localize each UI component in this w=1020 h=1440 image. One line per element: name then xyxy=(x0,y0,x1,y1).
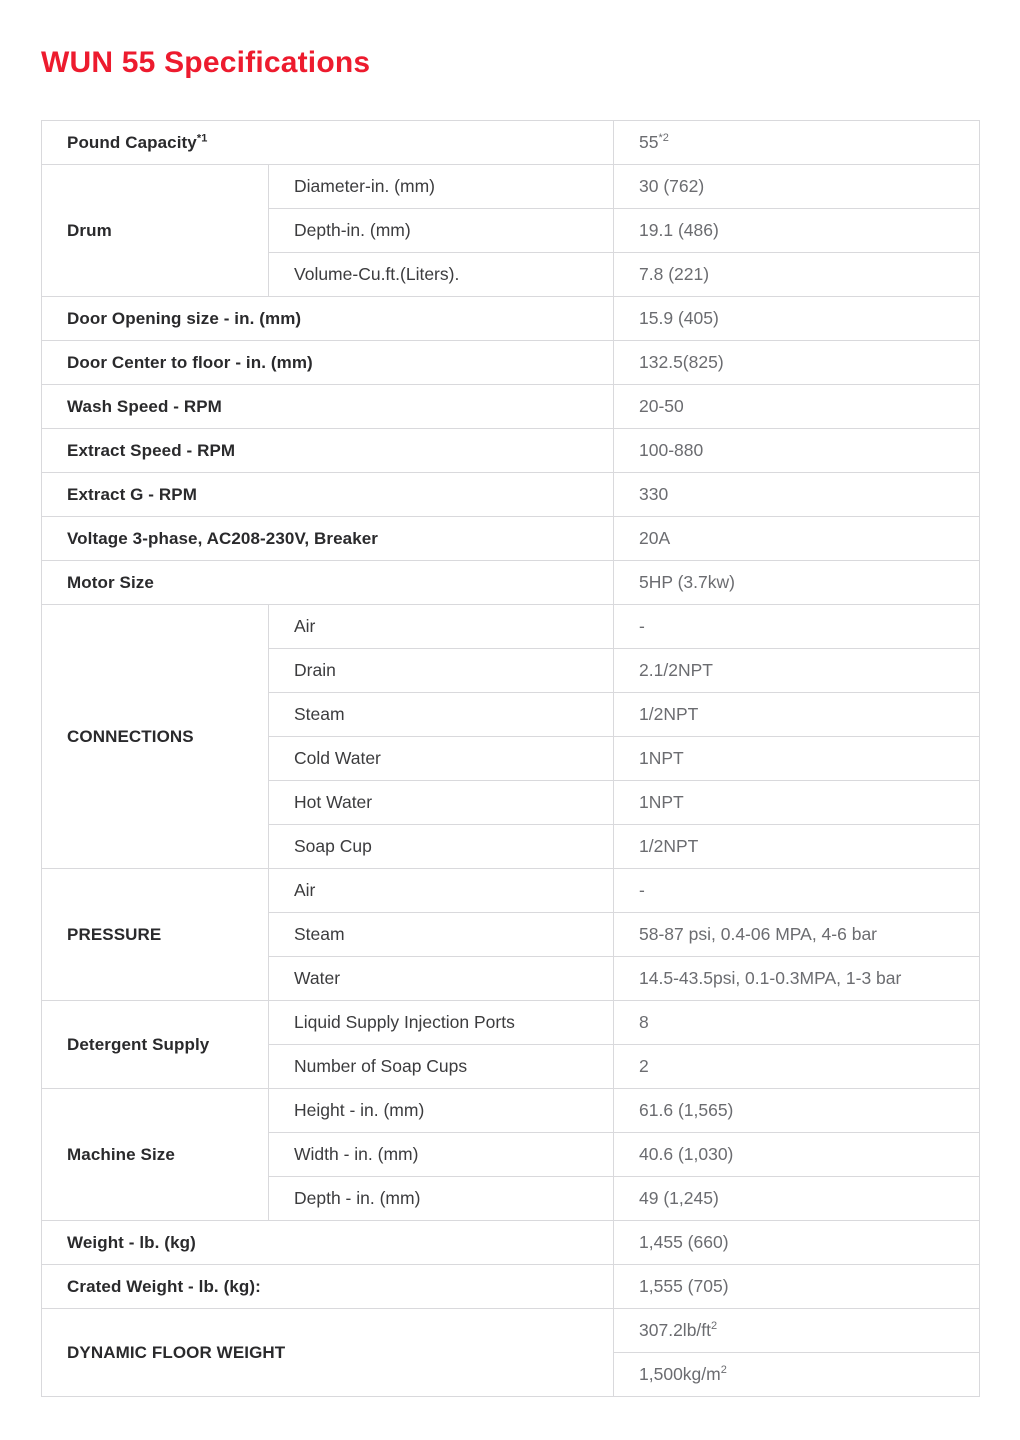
spec-sub-label: Steam xyxy=(269,693,614,737)
table-row xyxy=(42,473,980,517)
spec-value: 1NPT xyxy=(614,737,980,781)
spec-value: 1/2NPT xyxy=(614,825,980,869)
spec-label: Door Center to floor - in. (mm) xyxy=(42,341,614,385)
spec-value: 8 xyxy=(614,1001,980,1045)
spec-value: 15.9 (405) xyxy=(614,297,980,341)
page-title: WUN 55 Specifications xyxy=(41,46,371,79)
table-row xyxy=(42,385,980,429)
spec-value: 330 xyxy=(614,473,980,517)
spec-value: 1,555 (705) xyxy=(614,1265,980,1309)
spec-value xyxy=(614,1353,980,1397)
squared-superscript: 2 xyxy=(720,1364,727,1377)
spec-value: - xyxy=(614,605,980,649)
spec-value: 132.5(825) xyxy=(614,341,980,385)
spec-value xyxy=(614,1309,980,1353)
spec-label: Crated Weight - lb. (kg): xyxy=(42,1265,614,1309)
spec-value: 20-50 xyxy=(614,385,980,429)
spec-sub-label: Diameter-in. (mm) xyxy=(269,165,614,209)
table-row xyxy=(42,1001,980,1045)
spec-value: 61.6 (1,565) xyxy=(614,1089,980,1133)
spec-label: Door Opening size - in. (mm) xyxy=(42,297,614,341)
spec-value: 19.1 (486) xyxy=(614,209,980,253)
spec-sub-label: Steam xyxy=(269,913,614,957)
spec-group-label: Detergent Supply xyxy=(42,1001,269,1089)
spec-label: Weight - lb. (kg) xyxy=(42,1221,614,1265)
spec-value-text: 307.2lb/ft xyxy=(639,1320,712,1340)
spec-value: 1/2NPT xyxy=(614,693,980,737)
table-row xyxy=(42,605,980,649)
table-row xyxy=(42,165,980,209)
spec-value-text: 1,500kg/m xyxy=(639,1364,721,1384)
spec-value xyxy=(614,121,980,165)
spec-value: - xyxy=(614,869,980,913)
spec-group-label: Drum xyxy=(42,165,269,297)
spec-sub-label: Drain xyxy=(269,649,614,693)
footnote-superscript: *2 xyxy=(658,132,669,145)
spec-table xyxy=(41,120,980,1397)
table-row xyxy=(42,1265,980,1309)
spec-value: 30 (762) xyxy=(614,165,980,209)
spec-label xyxy=(42,121,614,165)
spec-value: 100-880 xyxy=(614,429,980,473)
spec-value: 20A xyxy=(614,517,980,561)
spec-value: 2.1/2NPT xyxy=(614,649,980,693)
spec-label: Motor Size xyxy=(42,561,614,605)
table-row xyxy=(42,1309,980,1353)
spec-group-label: PRESSURE xyxy=(42,869,269,1001)
spec-value: 1,455 (660) xyxy=(614,1221,980,1265)
spec-group-label: CONNECTIONS xyxy=(42,605,269,869)
squared-superscript: 2 xyxy=(711,1320,718,1333)
spec-sub-label: Volume-Cu.ft.(Liters). xyxy=(269,253,614,297)
spec-label: Voltage 3-phase, AC208-230V, Breaker xyxy=(42,517,614,561)
spec-sub-label: Water xyxy=(269,957,614,1001)
spec-value: 2 xyxy=(614,1045,980,1089)
spec-sub-label: Air xyxy=(269,869,614,913)
table-row xyxy=(42,341,980,385)
spec-label: Wash Speed - RPM xyxy=(42,385,614,429)
spec-value: 5HP (3.7kw) xyxy=(614,561,980,605)
spec-label: Extract Speed - RPM xyxy=(42,429,614,473)
spec-group-label: Machine Size xyxy=(42,1089,269,1221)
table-row xyxy=(42,1089,980,1133)
spec-value: 49 (1,245) xyxy=(614,1177,980,1221)
table-row xyxy=(42,561,980,605)
table-row xyxy=(42,429,980,473)
spec-sub-label: Soap Cup xyxy=(269,825,614,869)
table-row xyxy=(42,869,980,913)
table-row xyxy=(42,297,980,341)
spec-sub-label: Air xyxy=(269,605,614,649)
spec-sub-label: Depth-in. (mm) xyxy=(269,209,614,253)
spec-group-label: DYNAMIC FLOOR WEIGHT xyxy=(42,1309,614,1397)
spec-value: 40.6 (1,030) xyxy=(614,1133,980,1177)
spec-sub-label: Number of Soap Cups xyxy=(269,1045,614,1089)
spec-label-text: Pound Capacity xyxy=(67,132,197,152)
table-row xyxy=(42,121,980,165)
footnote-superscript: *1 xyxy=(196,131,208,144)
spec-sub-label: Width - in. (mm) xyxy=(269,1133,614,1177)
spec-label: Extract G - RPM xyxy=(42,473,614,517)
spec-sub-label: Cold Water xyxy=(269,737,614,781)
spec-value: 58-87 psi, 0.4-06 MPA, 4-6 bar xyxy=(614,913,980,957)
spec-sub-label: Liquid Supply Injection Ports xyxy=(269,1001,614,1045)
spec-value: 7.8 (221) xyxy=(614,253,980,297)
spec-sub-label: Depth - in. (mm) xyxy=(269,1177,614,1221)
spec-value: 14.5-43.5psi, 0.1-0.3MPA, 1-3 bar xyxy=(614,957,980,1001)
spec-value-text: 55 xyxy=(639,132,659,152)
spec-sub-label: Height - in. (mm) xyxy=(269,1089,614,1133)
spec-sub-label: Hot Water xyxy=(269,781,614,825)
table-row xyxy=(42,517,980,561)
table-row xyxy=(42,1221,980,1265)
spec-value: 1NPT xyxy=(614,781,980,825)
